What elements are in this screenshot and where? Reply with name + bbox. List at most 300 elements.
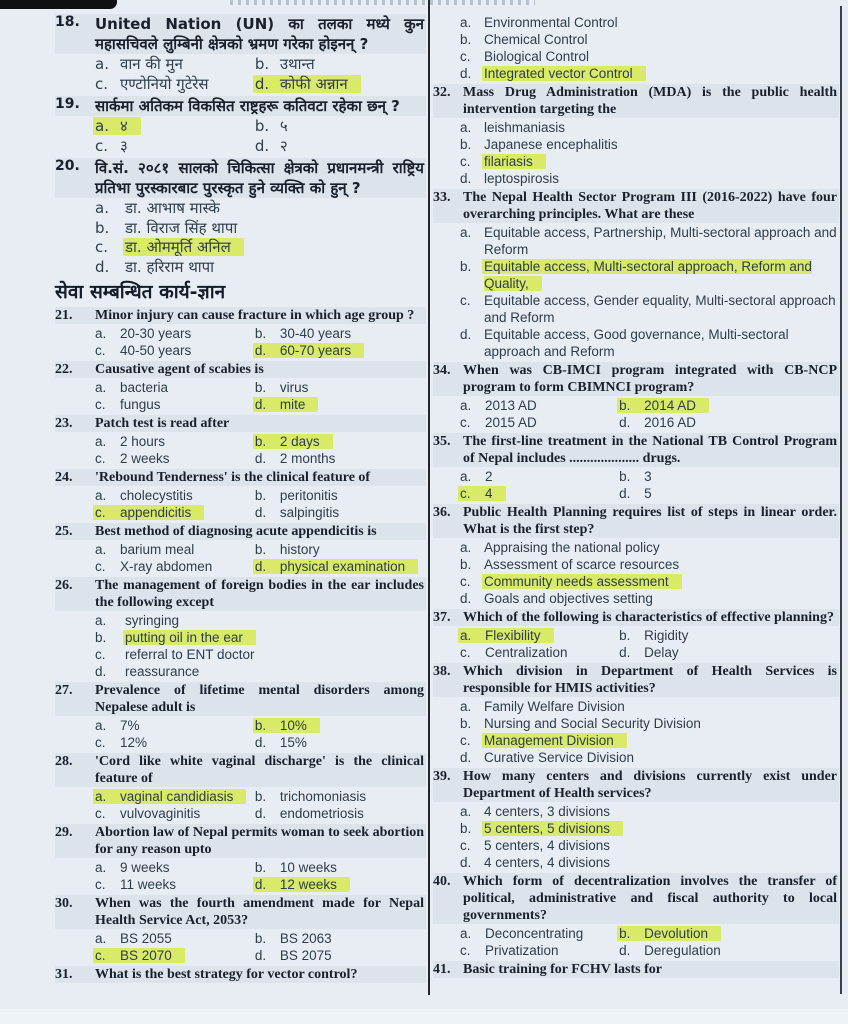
option-text: 11 weeks — [120, 877, 177, 892]
left-column — [55, 14, 426, 985]
option-label: d. — [460, 327, 472, 342]
question-block — [55, 966, 426, 983]
option-row — [95, 734, 426, 751]
question-text: Which form of decentralization involves the transfer of political, administrative and fiscal authority to local governments? — [463, 874, 837, 923]
answer-option — [460, 591, 653, 606]
option-cell — [460, 942, 619, 959]
option-row — [460, 136, 839, 153]
answer-option — [255, 860, 337, 875]
answer-option — [95, 718, 140, 733]
option-label: a. — [95, 542, 107, 557]
option-text: डा. हरिराम थापा — [125, 257, 215, 276]
options-area — [460, 397, 839, 431]
question-block — [55, 96, 426, 156]
answer-option — [460, 469, 493, 484]
option-label: a. — [95, 434, 107, 449]
options-area — [95, 199, 426, 277]
option-text: syringing — [125, 613, 180, 628]
option-text: 7% — [120, 718, 140, 733]
option-text: BS 2070 — [120, 948, 172, 963]
option-text: BS 2063 — [279, 931, 332, 946]
option-cell — [255, 734, 426, 751]
option-label: d. — [619, 486, 631, 501]
answer-option — [255, 488, 338, 503]
option-label: a. — [460, 540, 472, 555]
option-text: physical examination — [279, 559, 406, 574]
option-cell — [95, 734, 255, 751]
option-cell — [460, 414, 619, 431]
option-cell — [460, 397, 619, 414]
option-cell — [255, 930, 426, 947]
question-header — [55, 682, 426, 716]
answer-option — [95, 613, 180, 628]
answer-option — [95, 542, 194, 557]
option-label: b. — [95, 630, 107, 645]
question-number: 37. — [433, 610, 451, 625]
option-text: Rigidity — [644, 628, 689, 643]
option-label: c. — [460, 49, 471, 64]
question-text: सार्कमा अतिकम विकसित राष्ट्रहरू कतिवटा रहेका छन् ? — [95, 97, 400, 115]
question-text: The management of foreign bodies in the ear includes the following except — [95, 578, 424, 610]
answer-option — [95, 559, 212, 574]
option-cell — [95, 859, 255, 876]
highlighted-answer — [93, 117, 141, 135]
option-label: b. — [254, 326, 267, 341]
option-cell — [95, 433, 255, 450]
scan-top-bar — [0, 0, 117, 9]
option-text: Equitable access, Partnership, Multi-sectoral approach and Reform — [484, 225, 837, 257]
question-text: 'Rebound Tenderness' is the clinical feature of — [95, 470, 371, 485]
option-label: b. — [254, 380, 267, 395]
option-row — [460, 732, 839, 749]
option-cell — [255, 558, 426, 575]
option-text: BS 2055 — [120, 931, 172, 946]
option-text: Deregulation — [644, 943, 721, 958]
option-text: leptospirosis — [484, 171, 560, 186]
option-label: a. — [460, 469, 472, 484]
question-text: Causative agent of scabies is — [95, 362, 264, 377]
question-number: 18. — [55, 14, 80, 30]
question-number: 30. — [55, 896, 73, 911]
option-cell — [95, 75, 255, 95]
option-label: c. — [460, 293, 471, 308]
answer-option — [460, 926, 583, 941]
option-label: d. — [619, 645, 631, 660]
options-area — [460, 627, 839, 661]
option-label: d. — [460, 66, 472, 81]
highlighted-answer — [460, 259, 812, 291]
answer-option — [460, 645, 568, 660]
option-label: d. — [254, 505, 267, 520]
option-text: Integrated vector Control — [484, 66, 633, 81]
option-row — [460, 14, 839, 31]
answer-option — [460, 32, 588, 47]
option-text: डा. विराज सिंह थापा — [125, 218, 238, 237]
option-cell — [255, 117, 426, 137]
option-cell — [255, 541, 426, 558]
question-header — [55, 753, 426, 787]
option-row — [95, 859, 426, 876]
option-label: a. — [460, 120, 472, 135]
option-text: Nursing and Social Security Division — [484, 716, 701, 731]
option-row — [95, 342, 426, 359]
option-cell — [95, 379, 255, 396]
option-label: c. — [95, 136, 109, 155]
highlighted-answer — [253, 343, 364, 358]
right-column — [433, 14, 839, 980]
answer-option — [95, 488, 193, 503]
section-header: सेवा सम्बन्धित कार्य-ज्ञान — [55, 281, 226, 303]
question-header — [55, 415, 426, 432]
option-cell — [95, 876, 255, 893]
option-row — [95, 238, 426, 258]
option-label: d. — [254, 559, 267, 574]
option-cell — [255, 487, 426, 504]
answer-option — [95, 55, 183, 73]
option-cell — [619, 485, 839, 502]
option-text: leishmaniasis — [484, 120, 566, 135]
option-text: 2 months — [279, 451, 336, 466]
question-text: Basic training for FCHV lasts for — [463, 962, 662, 977]
answer-option — [460, 398, 537, 413]
options-area — [95, 487, 426, 521]
option-label: b. — [460, 821, 472, 836]
option-row — [460, 48, 839, 65]
answer-option — [95, 877, 176, 892]
answer-option — [460, 120, 566, 135]
option-label: d. — [460, 750, 472, 765]
option-label: b. — [460, 32, 472, 47]
option-label: c. — [460, 154, 471, 169]
option-label: d. — [619, 415, 631, 430]
question-text: How many centers and divisions currently exist under Department of Health services? — [463, 769, 837, 801]
answer-option — [95, 860, 170, 875]
question-header — [55, 469, 426, 486]
option-label: d. — [619, 943, 631, 958]
option-cell — [95, 717, 255, 734]
option-label: c. — [95, 397, 106, 412]
option-text: 5 centers, 5 divisions — [484, 821, 611, 836]
option-text: 4 — [485, 486, 493, 501]
option-cell — [460, 644, 619, 661]
option-cell — [95, 504, 255, 521]
option-text: BS 2075 — [279, 948, 332, 963]
answer-option — [460, 293, 836, 325]
highlighted-answer — [253, 718, 320, 733]
question-block — [433, 768, 839, 871]
question-text: Which of the following is characteristics of effective planning? — [463, 610, 834, 625]
options-area — [95, 117, 426, 156]
question-number: 20. — [55, 158, 80, 174]
option-text: 2016 AD — [644, 415, 696, 430]
option-cell — [255, 717, 426, 734]
answer-option — [95, 218, 238, 237]
option-row — [460, 258, 839, 292]
option-row — [95, 876, 426, 893]
option-label: d. — [254, 948, 267, 963]
option-cell — [255, 325, 426, 342]
option-row — [95, 379, 426, 396]
question-header — [433, 189, 839, 223]
option-label: d. — [254, 74, 270, 93]
answer-option — [619, 415, 696, 430]
option-row — [95, 629, 426, 646]
option-text: barium meal — [120, 542, 195, 557]
option-text: Japanese encephalitis — [484, 137, 618, 152]
page-bottom-margin — [0, 1009, 848, 1024]
option-label: c. — [460, 574, 471, 589]
answer-option — [619, 943, 721, 958]
option-text: Appraising the national policy — [484, 540, 660, 555]
question-header — [55, 523, 426, 540]
option-text: ५ — [279, 117, 288, 135]
answer-option — [95, 137, 128, 155]
option-label: b. — [254, 434, 267, 449]
option-row — [460, 170, 839, 187]
question-block — [55, 469, 426, 521]
option-cell — [95, 55, 255, 75]
question-header — [55, 307, 426, 324]
option-text: Assessment of scarce resources — [484, 557, 680, 572]
option-cell — [95, 342, 255, 359]
question-header — [55, 96, 426, 116]
option-label: c. — [460, 733, 471, 748]
option-label: d. — [254, 806, 267, 821]
option-row — [460, 854, 839, 871]
option-text: Biological Control — [484, 49, 590, 64]
option-row — [460, 65, 839, 82]
option-text: 9 weeks — [120, 860, 170, 875]
option-row — [460, 942, 839, 959]
option-cell — [255, 859, 426, 876]
answer-option — [95, 451, 170, 466]
option-row — [460, 749, 839, 766]
answer-option — [95, 380, 168, 395]
option-row — [95, 487, 426, 504]
option-text: Equitable access, Good governance, Multi-sectoral approach and Reform — [484, 327, 789, 359]
option-cell — [255, 396, 426, 413]
highlighted-answer — [95, 630, 256, 645]
cut-off-header-text — [230, 0, 535, 5]
option-label: d. — [254, 343, 267, 358]
question-text: Prevalence of lifetime mental disorders among Nepalese adult is — [95, 683, 424, 715]
question-text: वि.सं. २०८१ सालको चिकित्सा क्षेत्रको प्रधानमन्त्री राष्ट्रिय प्रतिभा पुरस्कारबाट पुरस्कृत हुने व्यक्ति को हुन् ? — [95, 159, 424, 197]
option-text: 4 centers, 3 divisions — [484, 804, 611, 819]
option-label: b. — [254, 117, 270, 135]
highlighted-answer — [253, 75, 361, 93]
question-header — [55, 895, 426, 929]
question-block — [55, 523, 426, 575]
option-text: 12 weeks — [279, 877, 337, 892]
option-text: vulvovaginitis — [120, 806, 201, 821]
options-area — [95, 612, 426, 680]
question-text: Which division in Department of Health Services is responsible for HMIS activities? — [463, 664, 837, 696]
option-text: Management Division — [484, 733, 614, 748]
answer-option — [460, 327, 789, 359]
question-block — [55, 577, 426, 680]
option-label: b. — [460, 137, 472, 152]
option-label: c. — [460, 838, 471, 853]
highlighted-answer — [253, 397, 319, 412]
option-text: mite — [279, 397, 306, 412]
option-label: a. — [95, 613, 107, 628]
question-header — [433, 504, 839, 538]
option-row — [460, 153, 839, 170]
option-label: a. — [95, 488, 107, 503]
question-number: 19. — [55, 96, 80, 112]
options-area — [460, 698, 839, 766]
option-text: Equitable access, Multi-sectoral approach, Reform and Quality, — [484, 259, 812, 291]
option-text: ४ — [120, 117, 128, 135]
option-cell — [95, 450, 255, 467]
question-header — [433, 961, 839, 978]
options-area — [460, 468, 839, 502]
options-area — [95, 541, 426, 575]
option-label: c. — [95, 559, 106, 574]
option-label: b. — [460, 557, 472, 572]
option-cell — [619, 925, 839, 942]
option-row — [460, 31, 839, 48]
option-label: c. — [460, 943, 471, 958]
options-area — [460, 539, 839, 607]
highlighted-answer — [460, 574, 682, 589]
question-header — [433, 609, 839, 626]
option-row — [95, 199, 426, 219]
option-row — [95, 433, 426, 450]
answer-option — [95, 434, 165, 449]
option-text: Deconcentrating — [485, 926, 584, 941]
option-row — [460, 556, 839, 573]
answer-option — [460, 540, 660, 555]
answer-option — [255, 451, 336, 466]
answer-option — [255, 735, 307, 750]
answer-option — [95, 664, 200, 679]
option-text: कोफी अन्नान — [279, 74, 348, 93]
question-text: Mass Drug Administration (MDA) is the public health intervention targeting the — [463, 85, 837, 117]
options-area — [95, 379, 426, 413]
option-label: c. — [95, 451, 106, 466]
option-text: वान की मुन — [120, 55, 183, 73]
answer-option — [255, 931, 332, 946]
option-text: Environmental Control — [484, 15, 618, 30]
question-block — [55, 753, 426, 822]
question-number: 24. — [55, 470, 73, 485]
option-cell — [255, 379, 426, 396]
option-text: virus — [279, 380, 309, 395]
option-label: c. — [95, 877, 106, 892]
highlighted-answer — [95, 238, 244, 256]
option-cell — [460, 925, 619, 942]
question-number: 31. — [55, 967, 73, 982]
option-cell — [95, 487, 255, 504]
option-cell — [619, 414, 839, 431]
option-text: reassurance — [125, 664, 200, 679]
option-cell — [95, 788, 255, 805]
option-row — [95, 947, 426, 964]
option-text: Equitable access, Gender equality, Multi-sectoral approach and Reform — [484, 293, 836, 325]
option-row — [95, 646, 426, 663]
option-label: c. — [460, 415, 471, 430]
highlighted-answer — [253, 559, 418, 574]
option-label: c. — [95, 505, 106, 520]
option-text: filariasis — [484, 154, 533, 169]
option-text: 2 hours — [120, 434, 166, 449]
option-label: d. — [460, 171, 472, 186]
highlighted-answer — [460, 66, 646, 81]
highlighted-answer — [460, 821, 623, 836]
option-label: b. — [619, 628, 631, 643]
question-block — [433, 504, 839, 607]
question-text: Patch test is read after — [95, 416, 230, 431]
option-label: a. — [95, 55, 109, 73]
question-number: 41. — [433, 962, 451, 977]
question-header — [433, 362, 839, 396]
question-number: 36. — [433, 505, 451, 520]
option-cell — [255, 75, 426, 95]
option-text: vaginal candidiasis — [120, 789, 234, 804]
option-label: a. — [460, 699, 472, 714]
option-row — [460, 715, 839, 732]
option-label: d. — [254, 136, 270, 155]
option-cell — [95, 947, 255, 964]
option-label: a. — [460, 398, 472, 413]
question-text: Best method of diagnosing acute appendicitis is — [95, 524, 377, 539]
question-number: 27. — [55, 683, 73, 698]
option-text: Delay — [644, 645, 679, 660]
option-cell — [255, 876, 426, 893]
answer-option — [95, 343, 191, 358]
answer-option — [95, 931, 172, 946]
highlighted-answer — [458, 486, 506, 501]
option-cell — [95, 541, 255, 558]
option-text: 4 centers, 4 divisions — [484, 855, 611, 870]
question-header — [433, 873, 839, 924]
option-cell — [255, 342, 426, 359]
option-text: Devolution — [644, 926, 708, 941]
question-block — [433, 433, 839, 502]
option-label: a. — [95, 931, 107, 946]
answer-option — [95, 647, 255, 662]
option-text: Flexibility — [485, 628, 541, 643]
option-label: c. — [95, 806, 106, 821]
options-area — [460, 119, 839, 187]
option-label: d. — [460, 855, 472, 870]
option-row — [460, 925, 839, 942]
answer-option — [460, 557, 680, 572]
answer-option — [255, 789, 366, 804]
option-cell — [255, 504, 426, 521]
answer-option — [460, 804, 611, 819]
option-label: d. — [95, 664, 107, 679]
question-text: The first-line treatment in the National TB Control Program of Nepal includes .................... drugs. — [463, 434, 837, 466]
option-row — [95, 504, 426, 521]
option-text: putting oil in the ear — [125, 630, 243, 645]
question-block — [433, 189, 839, 360]
highlighted-answer — [458, 628, 554, 643]
option-row — [95, 325, 426, 342]
option-row — [460, 698, 839, 715]
question-number: 34. — [433, 363, 451, 378]
options-area — [95, 788, 426, 822]
option-text: appendicitis — [120, 505, 192, 520]
question-header — [433, 768, 839, 802]
option-label: c. — [95, 74, 109, 93]
option-cell — [619, 942, 839, 959]
question-text: What is the best strategy for vector control? — [95, 967, 358, 982]
highlighted-answer — [93, 505, 204, 520]
options-area — [460, 224, 839, 360]
option-row — [95, 117, 426, 137]
